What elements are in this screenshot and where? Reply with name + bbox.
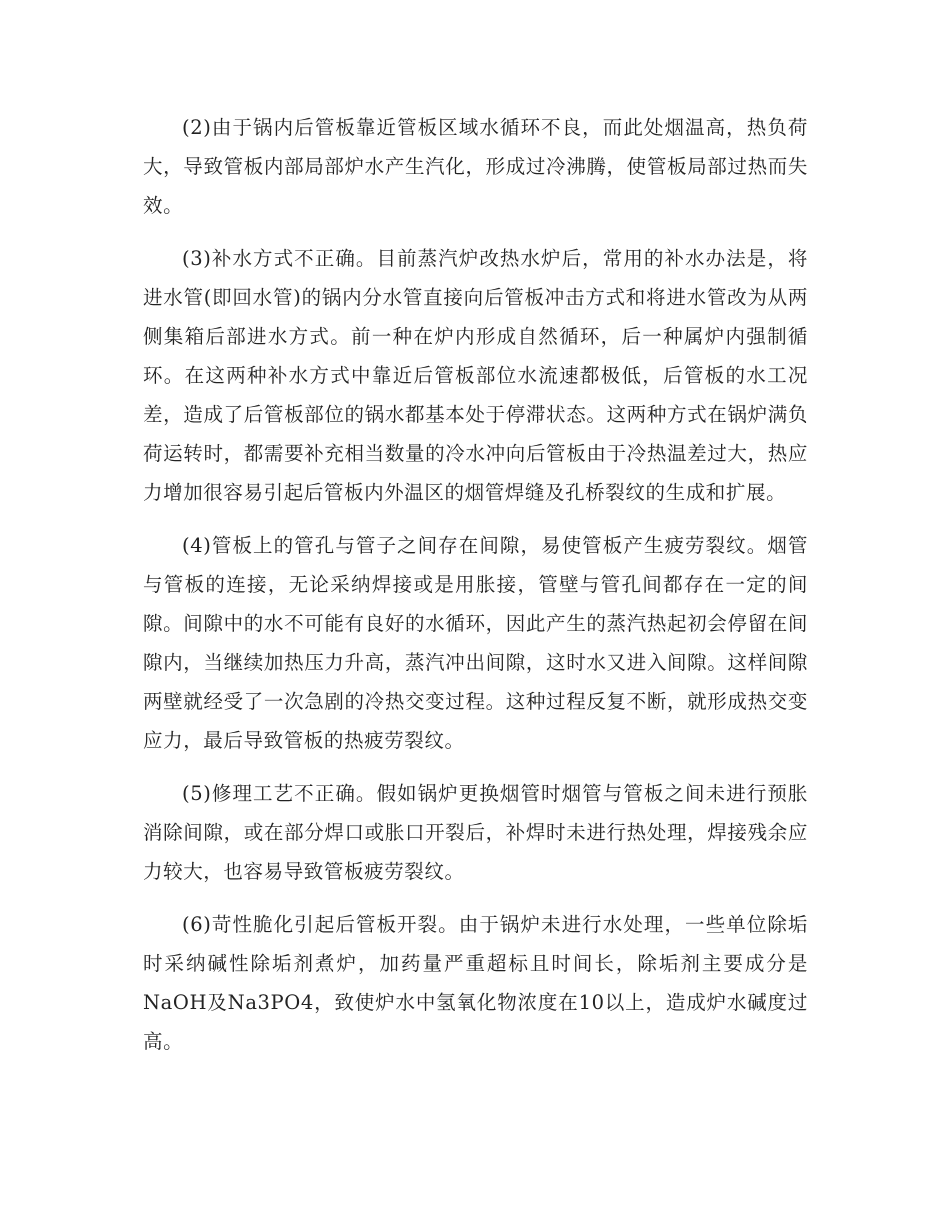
paragraph-3: (3)补水方式不正确。目前蒸汽炉改热水炉后，常用的补水办法是，将进水管(即回水管)的锅内分水管直接向后管板冲击方式和将进水管改为从两侧集箱后部进水方式。前一种在炉内形成自然循环，后一种属炉内强制循环。在这两种补水方式中靠近后管板部位水流速都极低，后管板的水工况差，造成了后管板部位的锅水都基本处于停滞状态。这两种方式在锅炉满负荷运转时，都需要补充相当数量的冷水冲向后管板由于冷热温差过大，热应力增加很容易引起后管板内外温区的烟管焊缝及孔桥裂纹的生成和扩展。 [143,247,808,504]
paragraph-5: (5)修理工艺不正确。假如锅炉更换烟管时烟管与管板之间未进行预胀消除间隙，或在部分焊口或胀口开裂后，补焊时未进行热处理，焊接残余应力较大，也容易导致管板疲劳裂纹。 [143,782,808,883]
paragraph-4: (4)管板上的管孔与管子之间存在间隙，易使管板产生疲劳裂纹。烟管与管板的连接，无论采纳焊接或是用胀接，管壁与管孔间都存在一定的间隙。间隙中的水不可能有良好的水循环，因此产生的蒸汽热起初会停留在间隙内，当继续加热压力升高，蒸汽冲出间隙，这时水又进入间隙。这样间隙两壁就经受了一次急剧的冷热交变过程。这种过程反复不断，就形成热交变应力，最后导致管板的热疲劳裂纹。 [143,534,808,752]
document-body [143,108,808,1075]
paragraph-2: (2)由于锅内后管板靠近管板区域水循环不良，而此处烟温高，热负荷大，导致管板内部局部炉水产生汽化，形成过冷沸腾，使管板局部过热而失效。 [143,116,808,217]
paragraph-6: (6)苛性脆化引起后管板开裂。由于锅炉未进行水处理，一些单位除垢时采纳碱性除垢剂煮炉，加药量严重超标且时间长，除垢剂主要成分是NaOH及Na3PO4，致使炉水中氢氧化物浓度在10以上，造成炉水碱度过高。 [143,913,808,1053]
